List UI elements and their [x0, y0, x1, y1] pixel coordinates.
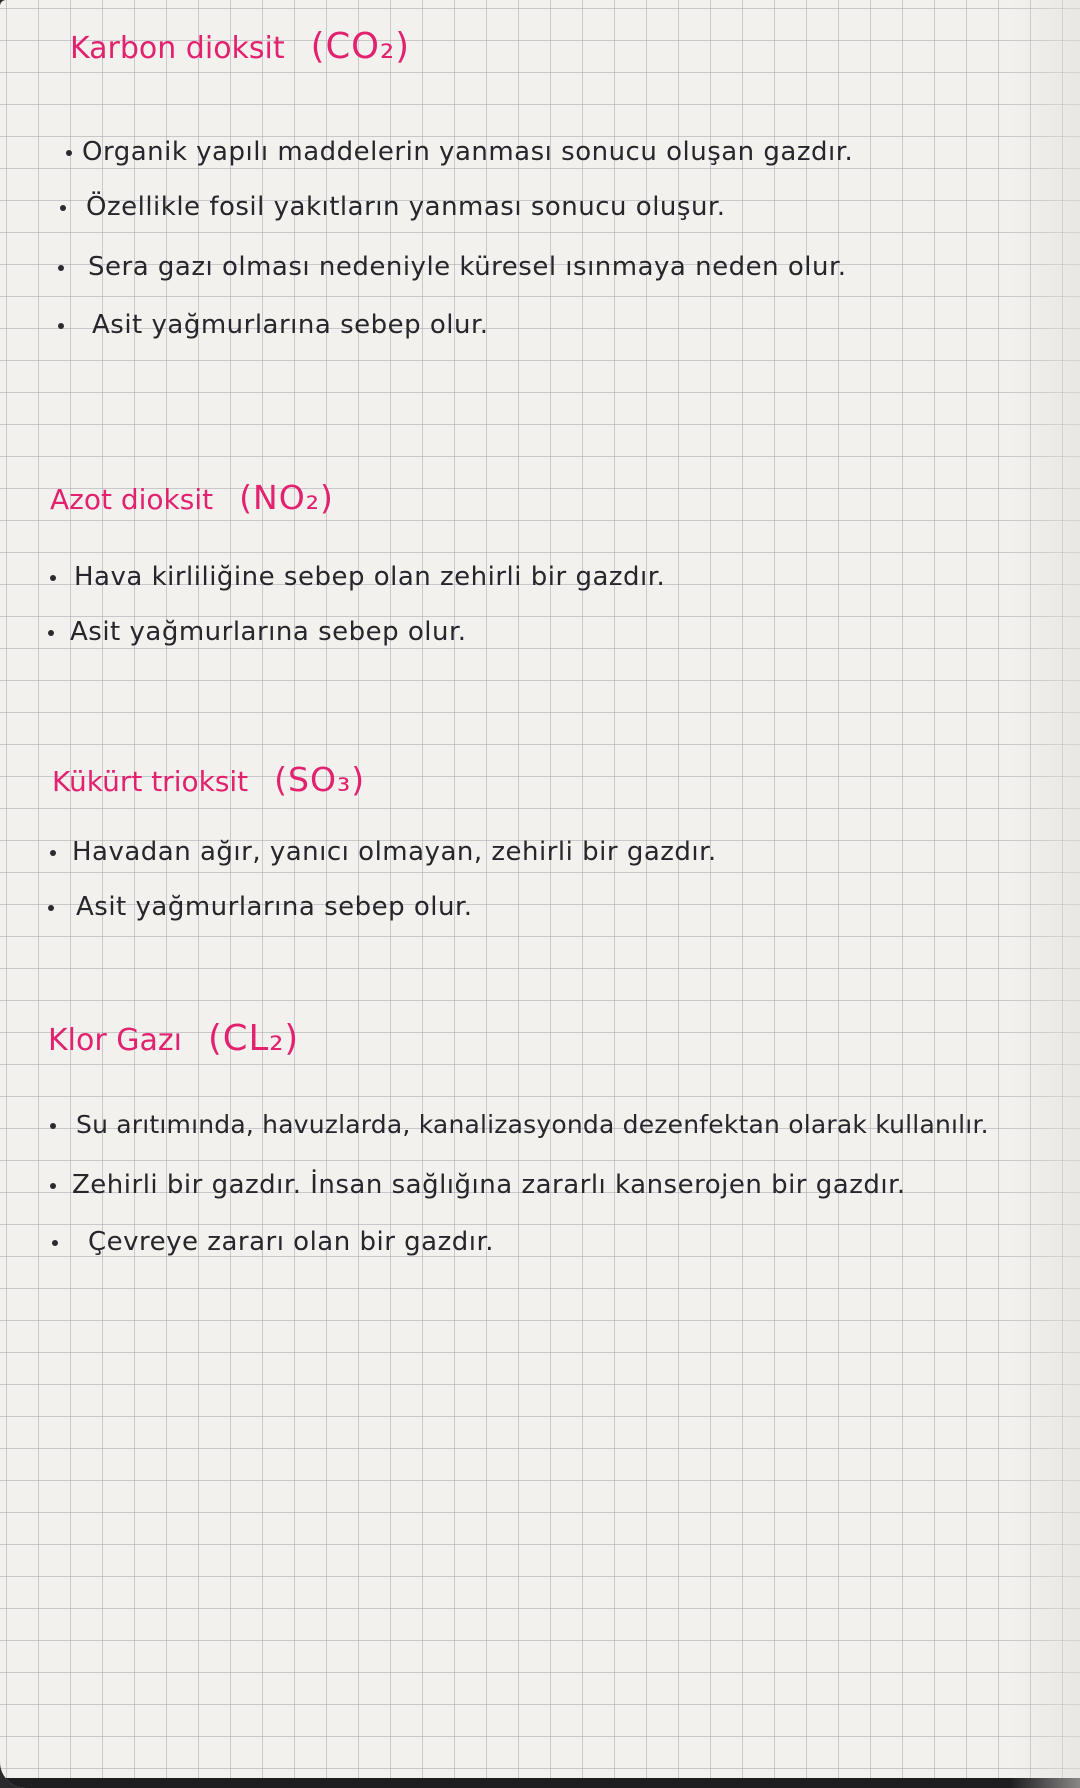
bullet-text: Zehirli bir gazdır. İnsan sağlığına zararlı kanserojen bir gazdır.: [72, 1170, 906, 1200]
list-item: [0, 1220, 1080, 1264]
bullet-text: Özellikle fosil yakıtların yanması sonucu oluşur.: [86, 192, 726, 222]
bullet-text: Hava kirliliğine sebep olan zehirli bir gazdır.: [74, 562, 666, 592]
bullet-text: Asit yağmurlarına sebep olur.: [92, 310, 489, 340]
heading-formula: (NO₂): [239, 478, 334, 517]
heading-title: Kükürt trioksit: [52, 765, 249, 798]
bullet-text: Sera gazı olması nedeniyle küresel ısınmaya neden olur.: [88, 252, 847, 282]
heading-kukurt-trioksit: [52, 760, 365, 799]
bullet-dot: [50, 575, 56, 581]
bullet-dot: [48, 630, 54, 636]
bullet-dot: [50, 1123, 56, 1129]
bullet-dot: [60, 205, 66, 211]
list-item: [0, 185, 1080, 229]
bullet-dot: [50, 1183, 56, 1189]
list-item: [0, 610, 1080, 654]
list-item: [0, 555, 1080, 599]
bullet-text: Su arıtımında, havuzlarda, kanalizasyonda dezenfektan olarak kullanılır.: [76, 1110, 989, 1139]
heading-formula: (CL₂): [207, 1018, 300, 1059]
heading-title: Karbon dioksit: [70, 31, 285, 66]
bullet-text: Asit yağmurlarına sebep olur.: [70, 617, 467, 647]
bullet-text: Asit yağmurlarına sebep olur.: [76, 892, 473, 922]
bullet-dot: [58, 323, 64, 329]
heading-karbon-dioksit: [70, 26, 410, 67]
heading-azot-dioksit: [50, 478, 334, 517]
list-item: [0, 1163, 1080, 1207]
list-item: [0, 885, 1080, 929]
heading-title: Azot dioksit: [50, 483, 214, 516]
page-bottom-edge: [0, 1778, 1080, 1788]
bullet-dot: [48, 905, 54, 911]
list-item: [0, 830, 1080, 874]
bullet-text: Organik yapılı maddelerin yanması sonucu oluşan gazdır.: [82, 137, 854, 167]
bullet-dot: [66, 150, 72, 156]
heading-formula: (SO₃): [274, 760, 366, 799]
heading-formula: (CO₂): [310, 26, 411, 67]
list-item: [0, 303, 1080, 347]
bullet-dot: [50, 850, 56, 856]
heading-klor-gazi: [48, 1018, 299, 1059]
list-item: [0, 130, 1080, 174]
heading-title: Klor Gazı: [48, 1023, 182, 1058]
bullet-dot: [52, 1240, 58, 1246]
list-item: [0, 245, 1080, 289]
bullet-text: Havadan ağır, yanıcı olmayan, zehirli bir gazdır.: [72, 837, 717, 867]
bullet-dot: [58, 265, 64, 271]
list-item: [0, 1103, 1080, 1147]
bullet-text: Çevreye zararı olan bir gazdır.: [88, 1227, 495, 1257]
